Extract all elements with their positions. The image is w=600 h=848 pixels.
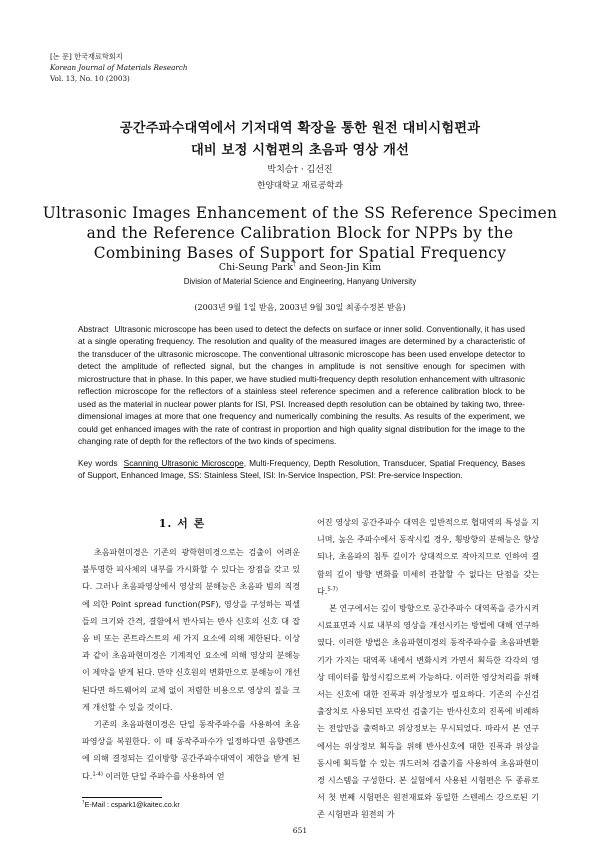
footnote-mark: † <box>82 799 85 805</box>
paragraph-text: 이러한 단일 주파수를 사용하여 얻 <box>102 771 225 781</box>
author-dagger: † <box>292 260 296 268</box>
paragraph: 본 연구에서는 깊이 방향으로 공간주파수 대역폭을 증가시켜 시료표면과 시료 내부의 영상을 개선시키는 방법에 대해 연구하였다. 이러한 방법은 초음파현미경의 동작주파수를 초음파변환기가 가지는 대역폭 내에서 변화시켜 가면서 획득한 각각의 영상 데이터를 합성시킴으로써 가능하다. 이러한 영상처리를 위해서는 신호에 대한 진폭과 위상정보가 필요하다. 기존의 수신검출장치로 사용되던 포락선 검출기는 반사신호의 진폭에 비례하는 전압만을 출력하고 위상정보는 무시되었다. 따라서 본 연구에서는 위상정보 획득을 위해 반사신호에 대한 진폭과 위상을 동시에 획득할 수 있는 쿼드러쳐 검출기를 사용하여 초음파현미경 시스템을 구성한다. 본 실험에서 사용된 시험편은 두 종류로서 첫 번째 시험편은 원전재료와 동일한 스텐레스 강으로된 기존 시험편과 원전의 가 <box>317 604 539 820</box>
paragraph <box>317 514 539 600</box>
english-affiliation: Division of Material Science and Engineering, Hanyang University <box>183 277 417 286</box>
journal-line-volume: Vol. 13, No. 10 (2003) <box>50 74 130 83</box>
keywords-rest: , Multi-Frequency, Depth Resolution, Transducer, Spatial Frequency, Bases of Support, Enhanced Image, SS: Stainless Steel, ISI: In-Service Inspection, PSI: Pre-service Inspection. <box>78 458 525 481</box>
received-dates: (2003년 9월 1일 받음, 2003년 9월 30일 최종수정본 받음) <box>194 303 406 312</box>
korean-affiliation: 한양대학교 재료공학과 <box>257 181 343 191</box>
korean-authors: 박치승† · 김선진 <box>267 165 333 175</box>
korean-title <box>0 118 600 162</box>
citation: 1-4) <box>92 770 103 777</box>
journal-line-category: [논 문] 한국재료학회지 <box>50 52 123 61</box>
footnote <box>82 800 180 809</box>
page-number: 651 <box>292 826 308 835</box>
journal-line-name: Korean Journal of Materials Research <box>50 63 188 72</box>
korean-title-line2: 대비 보정 시험편의 초음파 영상 개선 <box>190 143 410 158</box>
english-title-line1: Ultrasonic Images Enhancement of the SS Reference Specimen <box>42 204 558 222</box>
citation: 5-7) <box>327 586 338 593</box>
english-title-line3: Combining Bases of Support for Spatial Frequency <box>93 244 507 262</box>
keyword-first: Scanning Ultrasonic Microscope <box>123 458 244 468</box>
author-rest: and Seon-Jin Kim <box>296 262 382 273</box>
footnote-email: E-Mail : cspark1@kaitec.co.kr <box>84 800 180 809</box>
paragraph: 초음파현미경은 기존의 광학현미경으로는 검출이 어려운 불투명한 피사체의 내부를 가시화할 수 있다는 장점을 갖고 있다. 그러나 초음파영상에서 영상의 분해능은 초음파 빔의 직경에 의한 Point spread function(PSF), 영상을 구성하는 픽셀들의 크기와 간격, 결함에서 반사되는 반사 신호의 신호 대 잡음 비 또는 콘트라스트의 세 가지 요소에 의해 제한된다. 이상과 같이 초음파현미경은 기계적인 요소에 의해 영상의 분해능이 제약을 받게 된다. 만약 신호원의 변화만으로 분해능이 개선된다면 하드웨어의 교체 없이 저렴한 비용으로 영상의 질을 크게 개선할 수 있을 것이다. <box>82 548 300 712</box>
author-first: Chi-Seung Park <box>218 262 293 273</box>
paragraph <box>82 716 300 785</box>
keywords <box>78 457 525 482</box>
english-title <box>0 203 600 263</box>
abstract-label: Abstract <box>78 324 109 334</box>
right-column <box>317 514 539 824</box>
abstract-text: Ultrasonic microscope has been used to detect the defects on surface or inner solid. Conventionally, it has used at a single operating frequency. The resolution and quality of the measured images are determined by a characteristic of the transducer of the ultrasonic microscope. The conventional ultrasonic microscope has been used envelope detector to detect the amplitude of reflected signal, but the changes in amplitude is not sensitive enough for specimen with microstructure that in phase. In this paper, we have studied multi-frequency depth resolution enhancement with ultrasonic reflection microscope for the reflectors of a stainless steel reference specimen and a reference calibration block to be used as the material in nuclear power plants for ISI, PSI. Increased depth resolution can be obtained by taking two, three-dimensional images at more that one frequency and numerically combining the results. As results of the experiment, we could get enhanced images with the rate of contrast in proportion and high quality signal distribution for the image to the changing rate of depth for the reflectors of the two kinds of specimens. <box>78 324 525 447</box>
footnote-divider <box>82 797 162 798</box>
abstract <box>78 323 525 448</box>
korean-title-line1: 공간주파수대역에서 기저대역 확장을 통한 원전 대비시험편과 <box>119 121 481 136</box>
english-title-line2: and the Reference Calibration Block for NPPs by the <box>86 224 514 242</box>
english-authors <box>0 262 600 273</box>
left-column <box>82 544 300 785</box>
section-heading-introduction: 1. 서 론 <box>158 517 206 530</box>
paragraph-text: 어진 영상의 공간주파수 대역은 일반적으로 협대역의 특성을 지니며, 높은 주파수에서 동작시킬 경우, 횡방향의 분해능은 향상되나, 초음파의 침투 깊이가 상대적으로 작아지므로 인하여 결함의 깊이 방향 변화를 미세히 관찰할 수 없다는 단점을 갖는다. <box>317 518 539 596</box>
paragraph-text: 기존의 초음파현미경은 단일 동작주파수를 사용하여 초음파영상을 복원한다. 이 때 동작주파수가 일정하다면 음향렌즈에 의해 결정되는 깊이방향 공간주파수대역이 제한을 받게 된다. <box>82 720 300 781</box>
journal-info <box>50 51 188 84</box>
keywords-label: Key words <box>78 458 118 468</box>
